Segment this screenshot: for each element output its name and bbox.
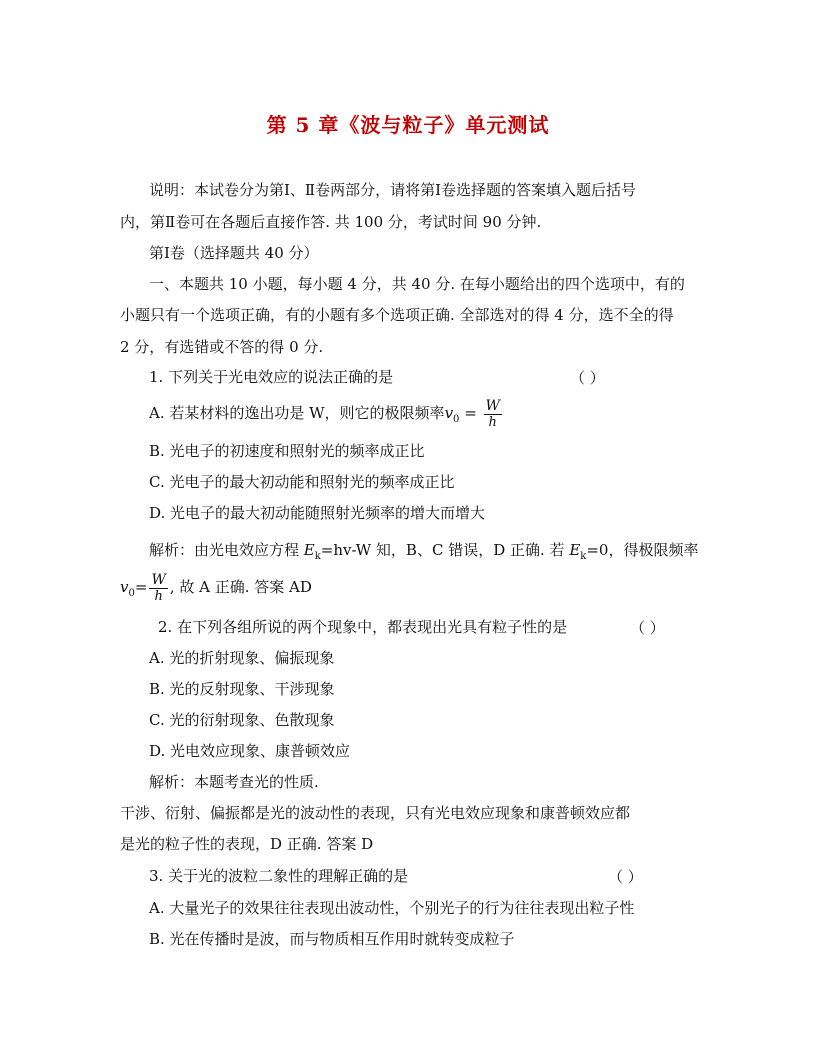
fraction-denominator-2: h	[149, 588, 167, 604]
nu-symbol: v	[444, 404, 454, 422]
instructions-line-1: 一、本题共 10 小题，每小题 4 分，共 40 分. 在每小题给出的四个选项中，有的	[149, 275, 685, 293]
fraction-numerator: W	[485, 398, 500, 414]
question-2-analysis-line-1: 解析：本题考查光的性质.	[149, 773, 319, 791]
question-2-analysis-line-3: 是光的粒子性的表现，D 正确. 答案 D	[120, 835, 374, 853]
question-2-option-b: B. 光的反射现象、干涉现象	[149, 680, 335, 698]
question-3-answer-paren: （ ）	[608, 868, 643, 886]
question-1-option-c: C. 光电子的最大初动能和照射光的频率成正比	[149, 473, 455, 491]
question-1-option-b: B. 光电子的初速度和照射光的频率成正比	[149, 442, 425, 460]
question-1-analysis-line-1	[149, 540, 729, 567]
fraction-w-over-h-2	[149, 572, 167, 604]
option-a-text: A. 若某材料的逸出功是 W，则它的极限频率	[149, 404, 445, 422]
nu-subscript: 0	[453, 414, 460, 425]
question-1-option-a	[149, 398, 729, 430]
fraction-numerator-2: W	[151, 572, 166, 588]
intro-line-1: 说明：本试卷分为第Ⅰ、Ⅱ卷两部分，请将第Ⅰ卷选择题的答案填入题后括号	[149, 181, 637, 199]
question-2-answer-paren: （ ）	[630, 619, 665, 637]
ek-subscript: k	[314, 551, 321, 562]
instructions-line-2: 小题只有一个选项正确，有的小题有多个选项正确. 全部选对的得 4 分，选不全的得	[120, 306, 674, 324]
nu-subscript-2: 0	[128, 588, 135, 599]
question-1-analysis-line-2	[120, 572, 700, 604]
question-2-option-c: C. 光的衍射现象、色散现象	[149, 711, 335, 729]
ek-symbol: E	[303, 541, 315, 559]
intro-line-2: 内，第Ⅱ卷可在各题后直接作答. 共 100 分，考试时间 90 分钟.	[120, 213, 542, 231]
question-2-analysis-line-2: 干涉、衍射、偏振都是光的波动性的表现，只有光电效应现象和康普顿效应都	[120, 804, 631, 822]
section-heading: 第Ⅰ卷（选择题共 40 分）	[149, 244, 319, 262]
question-3-option-a: A. 大量光子的效果往往表现出波动性，个别光子的行为往往表现出粒子性	[149, 899, 635, 917]
question-3-stem: 3. 关于光的波粒二象性的理解正确的是	[149, 867, 409, 885]
question-2-stem: 2. 在下列各组所说的两个现象中，都表现出光具有粒子性的是	[158, 618, 568, 636]
fraction-w-over-h	[484, 398, 502, 430]
equals-sign-2: =	[134, 578, 148, 596]
equals-sign: =	[459, 404, 482, 422]
analysis-text-c: =0，得极限频率	[586, 541, 699, 559]
nu-symbol-2: v	[120, 578, 129, 596]
analysis-text-d: , 故 A 正确. 答案 AD	[169, 578, 312, 596]
analysis-text-a: 解析：由光电效应方程	[149, 541, 304, 559]
ek-subscript-2: k	[580, 551, 587, 562]
ek-symbol-2: E	[569, 541, 581, 559]
question-1-stem: 1. 下列关于光电效应的说法正确的是	[149, 368, 394, 386]
question-1-option-d: D. 光电子的最大初动能随照射光频率的增大而增大	[149, 504, 486, 522]
fraction-denominator: h	[484, 414, 502, 430]
instructions-line-3: 2 分，有选错或不答的得 0 分.	[120, 338, 324, 356]
question-2-option-a: A. 光的折射现象、偏振现象	[149, 649, 335, 667]
page-title: 第 5 章《波与粒子》单元测试	[266, 113, 550, 137]
question-2-option-d: D. 光电效应现象、康普顿效应	[149, 742, 351, 760]
analysis-text-b: =hv-W 知，B、C 错误，D 正确. 若	[320, 541, 570, 559]
question-1-answer-paren: （ ）	[570, 369, 605, 387]
question-3-option-b: B. 光在传播时是波，而与物质相互作用时就转变成粒子	[149, 930, 515, 948]
